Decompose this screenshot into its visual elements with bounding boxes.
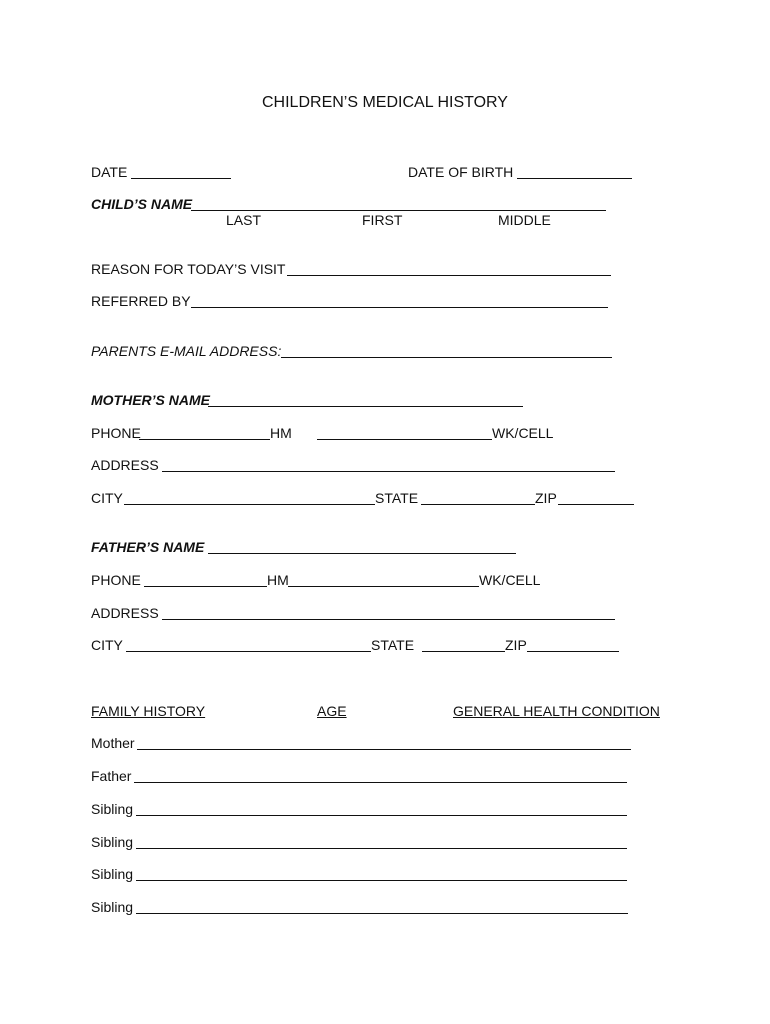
mother-address-label: ADDRESS — [91, 457, 159, 473]
middle-name-caption: MIDDLE — [498, 212, 551, 228]
father-address-field[interactable] — [162, 619, 615, 620]
mother-state-label: STATE — [375, 490, 419, 506]
parents-email-field[interactable] — [281, 357, 612, 358]
form-title: CHILDREN’S MEDICAL HISTORY — [262, 94, 508, 111]
family-row-label: Sibling — [91, 801, 134, 817]
family-row-field[interactable] — [136, 815, 627, 816]
family-row-field[interactable] — [136, 848, 627, 849]
mother-phone-label: PHONE — [91, 425, 141, 441]
mother-city-field[interactable] — [124, 504, 375, 505]
father-phone-label: PHONE — [91, 572, 141, 588]
father-wk-cell-label: WK/CELL — [479, 572, 541, 588]
mother-wk-cell-label: WK/CELL — [492, 425, 554, 441]
family-row-field[interactable] — [134, 782, 627, 783]
date-of-birth-field[interactable] — [517, 178, 632, 179]
mother-zip-field[interactable] — [558, 504, 634, 505]
family-row-field[interactable] — [136, 913, 628, 914]
date-of-birth-label: DATE OF BIRTH — [408, 164, 514, 180]
family-row-field[interactable] — [137, 749, 631, 750]
father-work-phone-field[interactable] — [288, 586, 479, 587]
date-label: DATE — [91, 164, 128, 180]
family-row-label: Father — [91, 768, 132, 784]
reason-for-visit-field[interactable] — [287, 275, 611, 276]
mother-home-phone-field[interactable] — [139, 439, 270, 440]
reason-for-visit-label: REASON FOR TODAY’S VISIT — [91, 261, 286, 277]
family-row-label: Mother — [91, 735, 135, 751]
referred-by-label: REFERRED BY — [91, 293, 191, 309]
father-zip-label: ZIP — [505, 637, 527, 653]
family-row-label: Sibling — [91, 899, 134, 915]
fathers-name-label: FATHER’S NAME — [91, 539, 205, 555]
family-history-column-header: FAMILY HISTORY — [91, 703, 206, 719]
father-state-label: STATE — [371, 637, 415, 653]
fathers-name-field[interactable] — [208, 553, 516, 554]
mother-city-label: CITY — [91, 490, 123, 506]
mother-address-field[interactable] — [162, 471, 615, 472]
father-state-field[interactable] — [422, 651, 505, 652]
first-name-caption: FIRST — [362, 212, 403, 228]
father-hm-label: HM — [267, 572, 289, 588]
mothers-name-field[interactable] — [208, 406, 523, 407]
childs-name-field[interactable] — [191, 210, 606, 211]
father-zip-field[interactable] — [527, 651, 619, 652]
parents-email-label: PARENTS E-MAIL ADDRESS: — [91, 343, 282, 359]
general-health-condition-column-header: GENERAL HEALTH CONDITION — [453, 703, 660, 719]
childs-name-label: CHILD’S NAME — [91, 196, 193, 212]
family-row-label: Sibling — [91, 866, 134, 882]
mother-hm-label: HM — [270, 425, 292, 441]
date-field[interactable] — [131, 178, 231, 179]
age-column-header: AGE — [317, 703, 347, 719]
father-home-phone-field[interactable] — [144, 586, 267, 587]
family-row-field[interactable] — [136, 880, 627, 881]
last-name-caption: LAST — [226, 212, 262, 228]
father-city-label: CITY — [91, 637, 123, 653]
father-city-field[interactable] — [126, 651, 371, 652]
mothers-name-label: MOTHER’S NAME — [91, 392, 210, 408]
family-row-label: Sibling — [91, 834, 134, 850]
father-address-label: ADDRESS — [91, 605, 159, 621]
mother-work-phone-field[interactable] — [317, 439, 492, 440]
mother-state-field[interactable] — [421, 504, 535, 505]
mother-zip-label: ZIP — [535, 490, 557, 506]
referred-by-field[interactable] — [191, 307, 608, 308]
